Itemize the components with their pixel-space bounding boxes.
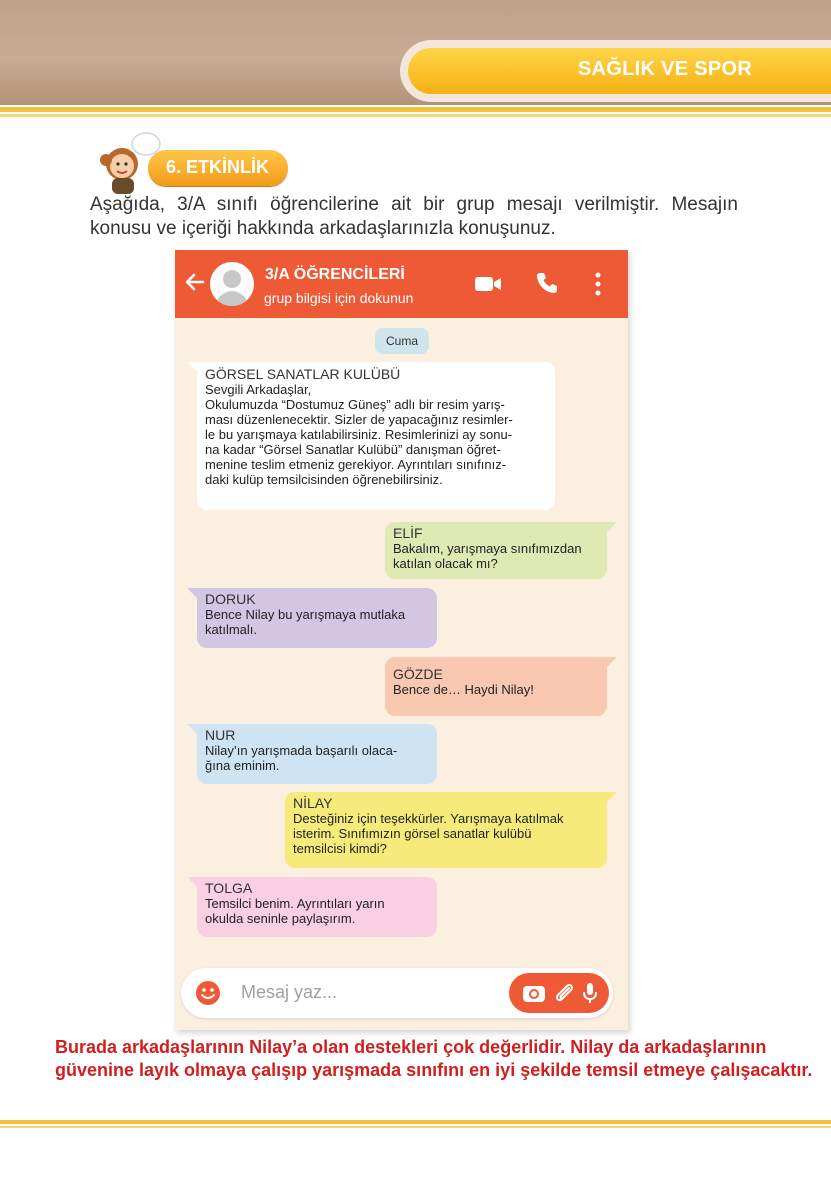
group-info-hint[interactable]: grup bilgisi için dokunun <box>264 290 414 306</box>
message-bubble <box>197 877 437 937</box>
top-rule <box>0 107 831 112</box>
date-chip: Cuma <box>375 328 429 354</box>
message-line: katılmalı. <box>205 622 258 637</box>
message-line: temsilcisi kimdi? <box>293 841 387 856</box>
message-bubble <box>197 362 555 510</box>
message-sender: TOLGA <box>205 880 253 896</box>
note-line: Burada arkadaşlarının Nilay’a olan destekleri çok değerlidir. Nilay da arkadaşlarının <box>55 1037 767 1057</box>
message-sender: NİLAY <box>293 795 333 811</box>
message-input-bar[interactable] <box>181 968 613 1018</box>
message-bubble <box>285 792 607 868</box>
message-line: katılan olacak mı? <box>393 556 498 571</box>
avatar-body <box>216 291 248 306</box>
group-avatar[interactable] <box>210 262 254 306</box>
intro-paragraph <box>90 193 738 241</box>
message-line: Nilay’ın yarışmada başarılı olaca- <box>205 743 398 758</box>
emoji-icon[interactable] <box>195 980 221 1006</box>
message-line: le bu yarışmaya katılabilirsiniz. Resimlerinizi ay sonu- <box>205 427 513 442</box>
back-arrow-icon[interactable] <box>183 270 207 294</box>
note-line: güvenine layık olmaya çalışıp yarışmada sınıfını en iyi şekilde temsil etmeye çalışacaktır. <box>55 1060 813 1080</box>
message-bubble <box>197 588 437 648</box>
chat-header <box>175 250 628 318</box>
group-name[interactable]: 3/A ÖĞRENCİLERİ <box>265 266 405 283</box>
message-line: ması düzenlenecektir. Sizler de yapacağınız resimler- <box>205 412 513 427</box>
phone-call-icon[interactable] <box>535 271 559 295</box>
message-line: Temsilci benim. Ayrıntıları yarın <box>205 896 385 911</box>
paperclip-icon[interactable] <box>551 980 577 1006</box>
message-sender: ELİF <box>393 525 423 541</box>
message-sender: NUR <box>205 727 236 743</box>
message-bubble <box>197 724 437 784</box>
video-call-icon[interactable] <box>474 274 502 294</box>
teacher-note <box>55 1036 825 1082</box>
section-title: SAĞLIK VE SPOR <box>577 58 753 80</box>
activity-title: 6. ETKİNLİK <box>166 157 270 177</box>
message-sender: GÖZDE <box>393 666 443 682</box>
intro-line: Aşağıda, 3/A sınıfı öğrencilerine ait bir grup mesajı verilmiştir. Mesajın <box>90 194 738 215</box>
mascot-girl-icon <box>92 130 162 200</box>
message-input[interactable]: Mesaj yaz... <box>241 982 338 1002</box>
message-bubble <box>385 657 607 716</box>
message-line: Desteğiniz için teşekkürler. Yarışmaya katılmak <box>293 811 564 826</box>
message-sender: DORUK <box>205 591 256 607</box>
camera-icon[interactable] <box>521 981 547 1005</box>
message-sender: GÖRSEL SANATLAR KULÜBÜ <box>205 366 401 382</box>
avatar-head <box>223 270 241 288</box>
message-line: Bakalım, yarışmaya sınıfımızdan <box>393 541 582 556</box>
message-bubble <box>385 522 607 579</box>
message-line: menine teslim etmeniz gerekiyor. Ayrıntıları sınıfınız- <box>205 457 507 472</box>
message-line: ğına eminim. <box>205 758 280 773</box>
message-line: daki kulüp temsilcisinden öğrenebilirsiniz. <box>205 472 443 487</box>
chat-screen <box>175 250 628 1030</box>
message-line: Bence de… Haydi Nilay! <box>393 682 534 697</box>
attachment-tools <box>509 973 609 1013</box>
more-options-icon[interactable] <box>595 272 601 296</box>
message-line: isterim. Sınıfımızın görsel sanatlar kulübü <box>293 826 532 841</box>
message-line: Sevgili Arkadaşlar, <box>205 382 312 397</box>
message-line: na kadar “Görsel Sanatlar Kulübü” danışman öğret- <box>205 442 501 457</box>
bottom-rule <box>0 1120 831 1124</box>
message-line: Okulumuzda “Dostumuz Güneş” adlı bir resim yarış- <box>205 397 505 412</box>
message-line: okulda seninle paylaşırım. <box>205 911 356 926</box>
intro-line: konusu ve içeriği hakkında arkadaşlarınızla konuşunuz. <box>90 218 556 239</box>
microphone-icon[interactable] <box>581 981 599 1005</box>
bottom-rule-thin <box>0 1126 831 1128</box>
message-line: Bence Nilay bu yarışmaya mutlaka <box>205 607 406 622</box>
top-rule-thin <box>0 114 831 117</box>
